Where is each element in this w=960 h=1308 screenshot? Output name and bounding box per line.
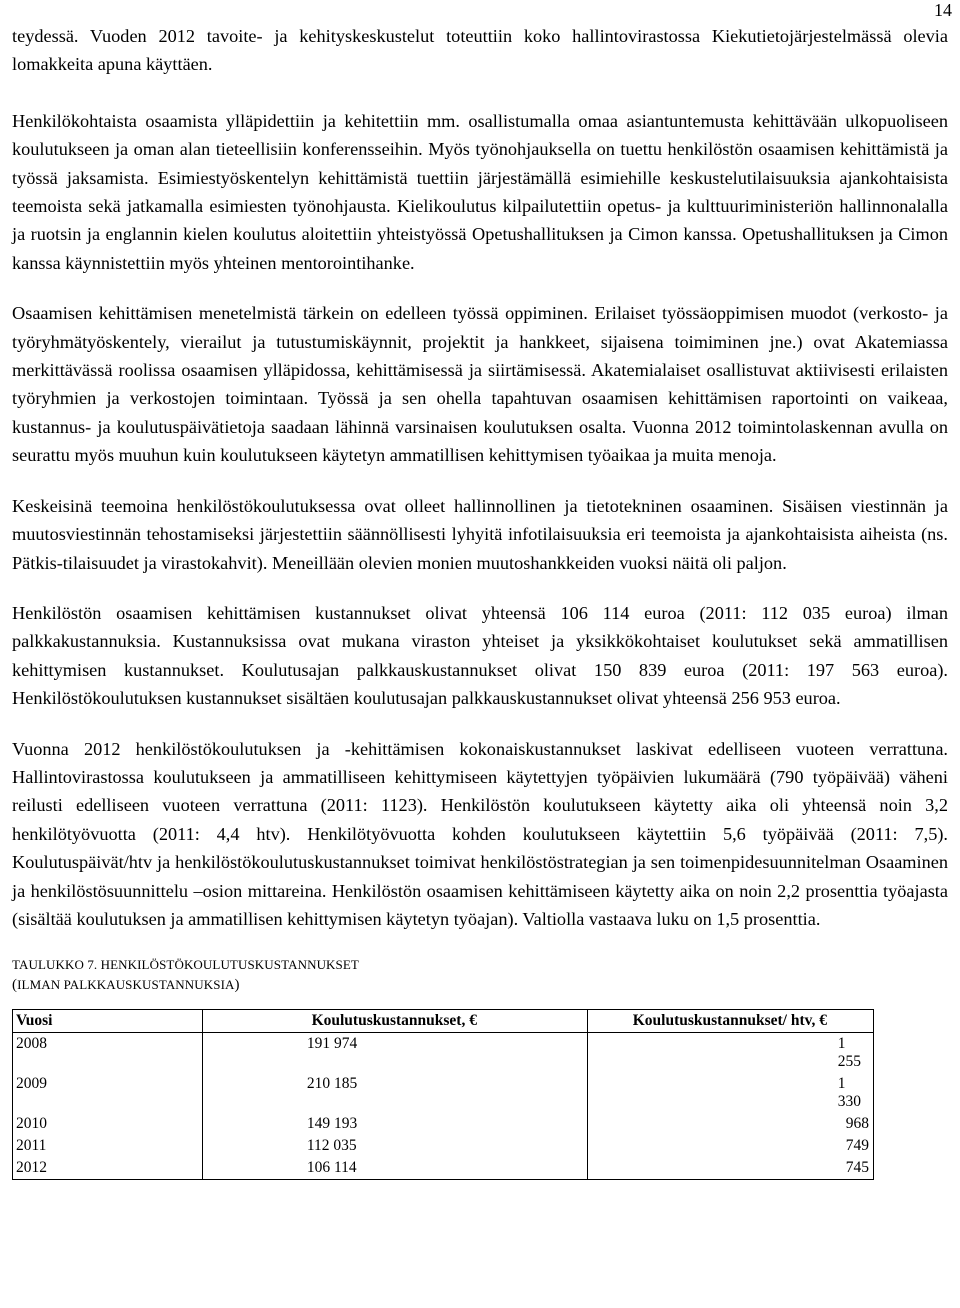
costs-table <box>12 1009 874 1180</box>
cell-costs: 112 035 <box>202 1135 587 1157</box>
cell-year: 2009 <box>13 1073 203 1113</box>
header-year: Vuosi <box>13 1010 203 1033</box>
page-number: 14 <box>934 0 952 20</box>
cell-costs: 149 193 <box>202 1113 587 1135</box>
paragraph-4: Keskeisinä teemoina henkilöstökoulutuksessa ovat olleet hallinnollinen ja tietotekninen osaaminen. Sisäisen viestinnän ja muutosviestinnän tehostamiseksi järjestettiin säännöllisesti lyhyitä infotilaisuuksia eri teemoista ja ajankohtaisista aiheista (ns. Pätkis-tilaisuudet ja virastokahvit). Meneillään olevien monien muutoshankkeiden vuoksi näitä oli paljon. <box>12 495 948 573</box>
header-costs: Koulutuskustannukset, € <box>202 1010 587 1033</box>
cell-year: 2012 <box>13 1157 203 1180</box>
cell-costs-per-htv: 1 330 <box>587 1073 873 1113</box>
paragraph-3: Osaamisen kehittämisen menetelmistä tärkein on edelleen työssä oppiminen. Erilaiset työssäoppimisen muodot (verkosto- ja työryhmätyöskentely, vierailut ja tutustumiskäynnit, projektit ja hankkeet, sijaisena toimiminen jne.) ovat Akatemiassa merkittävässä roolissa osaamisen ylläpidossa, kehittämisessä ja siirtämisessä. Akatemialaiset osallistuvat aktiivisesti erilaisten työryhmien ja verkostojen toimintaan. Työssä ja sen ohella tapahtuvan osaamisen kehittämisen raportointi on vaikeaa, kustannus- ja koulutuspäivätietoja saadaan lähinnä varsinaisen koulutuksen osalta. Vuonna 2012 toimintolaskennan avulla on seurattu myös muuhun kuin koulutukseen käytetyn ammatillisen kehittymisen työaikaa ja muita menoja. <box>12 303 948 466</box>
header-costs-per-htv: Koulutuskustannukset/ htv, € <box>587 1010 873 1033</box>
document-body <box>12 22 948 1180</box>
cell-costs-per-htv: 968 <box>587 1113 873 1135</box>
cell-costs-per-htv: 745 <box>587 1157 873 1180</box>
paragraph-5: Henkilöstön osaamisen kehittämisen kustannukset olivat yhteensä 106 114 euroa (2011: 112 035 euroa) ilman palkkakustannuksia. Kustannuksissa ovat mukana viraston yhteiset ja yksikkökohtaiset koulutukset sekä ammatillisen kehittymisen kustannukset. Koulutusajan palkkauskustannukset olivat 150 839 euroa (2011: 197 563 euroa). Henkilöstökoulutuksen kustannukset sisältäen koulutusajan palkkauskustannukset olivat yhteensä 256 953 euroa. <box>12 602 948 709</box>
table-header-row <box>13 1010 874 1033</box>
cell-costs: 210 185 <box>202 1073 587 1113</box>
cell-costs-per-htv: 749 <box>587 1135 873 1157</box>
cell-costs-per-htv: 1 255 <box>587 1033 873 1074</box>
table-caption <box>12 955 948 995</box>
table-row <box>13 1113 874 1135</box>
table-caption-line2: (ILMAN PALKKAUSKUSTANNUKSIA) <box>12 977 240 994</box>
table-row <box>13 1073 874 1113</box>
table-caption-line1: TAULUKKO 7. HENKILÖSTÖKOULUTUSKUSTANNUKSET <box>12 957 359 973</box>
table-row <box>13 1157 874 1180</box>
cell-year: 2010 <box>13 1113 203 1135</box>
cell-year: 2008 <box>13 1033 203 1074</box>
table-row <box>13 1033 874 1074</box>
paragraph-2: Henkilökohtaista osaamista ylläpidettiin ja kehitettiin mm. osallistumalla omaa asiantuntemusta kehittävään ulkopuoliseen koulutukseen ja oman alan tieteellisiin konferensseihin. Myös työnohjauksella on tuettu henkilöstön osaamisen kehittämistä ja työssä jaksamista. Esimiestyöskentelyn kehittämistä tuettiin järjestämällä esimiehille keskustelutilaisuuksia ajankohtaisista teemoista sekä jatkamalla esimiesten työnohjausta. Kielikoulutus kilpailutettiin opetus- ja kulttuuriministeriön hallinnonalalla ja ruotsin ja englannin kielen koulutus aloitettiin yhteistyössä Opetushallituksen ja Cimon kanssa. Opetushallituksen ja Cimon kanssa käynnistettiin myös yhteinen mentorointihanke. <box>12 110 948 273</box>
paragraph-6: Vuonna 2012 henkilöstökoulutuksen ja -kehittämisen kokonaiskustannukset laskivat edelliseen vuoteen verrattuna. Hallintovirastossa koulutukseen ja ammatilliseen kehittymiseen käytettyjen työpäivien lukumäärä (790 työpäivää) väheni reilusti edelliseen vuoteen verrattuna (2011: 1123). Henkilöstön koulutukseen käytetty aika oli yhteensä noin 3,2 henkilötyövuotta (2011: 4,4 htv). Henkilötyövuotta kohden koulutukseen käytettiin 5,6 työpäivää (2011: 7,5). Koulutuspäivät/htv ja henkilöstökoulutuskustannukset toimivat henkilöstöstrategian ja sen toimenpidesuunnitelman Osaaminen ja henkilöstösuunnittelu –osion mittareina. Henkilöstön osaamisen kehittämiseen käytetty aika on noin 2,2 prosenttia työajasta (sisältää koulutuksen ja ammatillisen kehittymisen käytetyn työajan). Valtiolla vastaava luku on 1,5 prosenttia. <box>12 738 948 929</box>
table-caption-line2-text: ILMAN PALKKAUSKUSTANNUKSIA <box>17 977 235 993</box>
cell-year: 2011 <box>13 1135 203 1157</box>
table-row <box>13 1135 874 1157</box>
cell-costs: 191 974 <box>202 1033 587 1074</box>
paragraph-1: teydessä. Vuoden 2012 tavoite- ja kehityskeskustelut toteuttiin koko hallintovirastossa Kiekutietojärjestelmässä olevia lomakkeita apuna käyttäen. <box>12 26 948 75</box>
cell-costs: 106 114 <box>202 1157 587 1180</box>
